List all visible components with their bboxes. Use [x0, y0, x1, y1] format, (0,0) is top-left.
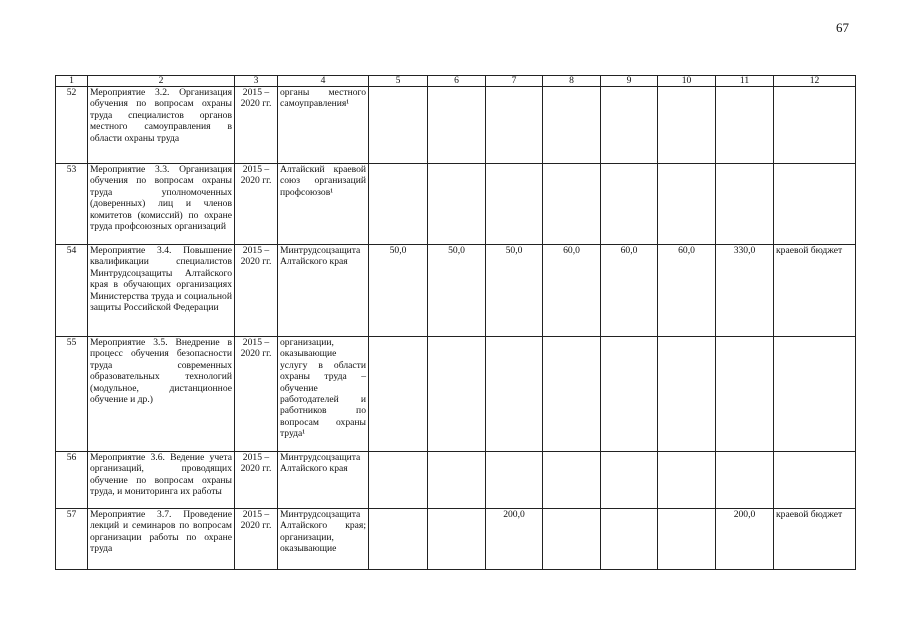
funding-source — [774, 452, 856, 509]
page-number: 67 — [836, 20, 849, 35]
table-row — [56, 245, 856, 337]
value-2016 — [428, 87, 486, 164]
header-cell: 7 — [486, 76, 543, 87]
table-row — [56, 452, 856, 509]
funding-source — [774, 87, 856, 164]
header-cell: 12 — [774, 76, 856, 87]
value-2015 — [369, 337, 428, 452]
value-2015: 50,0 — [369, 245, 428, 337]
executor: Минтрудсоцзащита Алтайского края; организации, оказывающие — [278, 509, 369, 570]
event-name: Мероприятие 3.7. Проведение лекций и семинаров по вопросам организации работы по охране труда — [88, 509, 235, 570]
table-row — [56, 509, 856, 570]
header-cell: 1 — [56, 76, 88, 87]
event-name: Мероприятие 3.5. Внедрение в процесс обучения безопасности труда современных образовательных технологий (модульное, дистанционное обучение и др.) — [88, 337, 235, 452]
value-total — [716, 337, 774, 452]
value-2019 — [601, 337, 658, 452]
header-cell: 6 — [428, 76, 486, 87]
value-2018 — [543, 164, 601, 245]
value-2018 — [543, 452, 601, 509]
value-2017: 200,0 — [486, 509, 543, 570]
program-table — [55, 75, 856, 570]
funding-source — [774, 337, 856, 452]
value-2017: 50,0 — [486, 245, 543, 337]
header-cell: 3 — [235, 76, 278, 87]
period: 2015 – 2020 гг. — [235, 452, 278, 509]
value-2020 — [658, 164, 716, 245]
funding-source: краевой бюджет — [774, 245, 856, 337]
value-2016 — [428, 452, 486, 509]
header-cell: 8 — [543, 76, 601, 87]
value-2019 — [601, 509, 658, 570]
value-2019 — [601, 87, 658, 164]
value-total — [716, 164, 774, 245]
value-2017 — [486, 87, 543, 164]
row-number: 54 — [56, 245, 88, 337]
value-2015 — [369, 509, 428, 570]
header-cell: 9 — [601, 76, 658, 87]
value-2020 — [658, 509, 716, 570]
value-2016: 50,0 — [428, 245, 486, 337]
value-total: 330,0 — [716, 245, 774, 337]
period: 2015 – 2020 гг. — [235, 164, 278, 245]
row-number: 53 — [56, 164, 88, 245]
value-2015 — [369, 164, 428, 245]
executor: Алтайский краевой союз организаций профсоюзов¹ — [278, 164, 369, 245]
header-row — [56, 76, 856, 87]
header-cell: 11 — [716, 76, 774, 87]
value-2020 — [658, 337, 716, 452]
header-cell: 2 — [88, 76, 235, 87]
value-2020 — [658, 87, 716, 164]
table-row — [56, 164, 856, 245]
event-name: Мероприятие 3.3. Организация обучения по вопросам охраны труда уполномоченных (доверенных) лиц и членов комитетов (комиссий) по охране труда профсоюзных организаций — [88, 164, 235, 245]
funding-source — [774, 164, 856, 245]
event-name: Мероприятие 3.6. Ведение учета организаций, проводящих обучение по вопросам охраны труда, и мониторинга их работы — [88, 452, 235, 509]
value-2020 — [658, 452, 716, 509]
value-2019 — [601, 452, 658, 509]
executor: организации, оказывающие услугу в области охраны труда – обучение работодателей и работников по вопросам охраны труда¹ — [278, 337, 369, 452]
executor: Минтрудсоцзащита Алтайского края — [278, 245, 369, 337]
value-2016 — [428, 164, 486, 245]
funding-source: краевой бюджет — [774, 509, 856, 570]
value-2016 — [428, 509, 486, 570]
period: 2015 – 2020 гг. — [235, 245, 278, 337]
value-2020: 60,0 — [658, 245, 716, 337]
executor: Минтрудсоцзащита Алтайского края — [278, 452, 369, 509]
value-2019 — [601, 164, 658, 245]
row-number: 52 — [56, 87, 88, 164]
value-2015 — [369, 87, 428, 164]
value-2017 — [486, 337, 543, 452]
header-cell: 10 — [658, 76, 716, 87]
value-2017 — [486, 164, 543, 245]
value-2018: 60,0 — [543, 245, 601, 337]
value-total — [716, 87, 774, 164]
executor: органы местного самоуправления¹ — [278, 87, 369, 164]
value-2019: 60,0 — [601, 245, 658, 337]
value-2016 — [428, 337, 486, 452]
value-total — [716, 452, 774, 509]
value-2017 — [486, 452, 543, 509]
value-2018 — [543, 337, 601, 452]
row-number: 55 — [56, 337, 88, 452]
value-2015 — [369, 452, 428, 509]
table-row — [56, 337, 856, 452]
event-name: Мероприятие 3.4. Повышение квалификации специалистов Минтрудсоцзащиты Алтайского края в обучающих организациях Министерства труда и социальной защиты Российской Федерации — [88, 245, 235, 337]
row-number: 57 — [56, 509, 88, 570]
table-row — [56, 87, 856, 164]
row-number: 56 — [56, 452, 88, 509]
value-2018 — [543, 87, 601, 164]
period: 2015 – 2020 гг. — [235, 337, 278, 452]
value-total: 200,0 — [716, 509, 774, 570]
event-name: Мероприятие 3.2. Организация обучения по вопросам охраны труда специалистов органов местного самоуправления в области охраны труда — [88, 87, 235, 164]
period: 2015 – 2020 гг. — [235, 87, 278, 164]
period: 2015 – 2020 гг. — [235, 509, 278, 570]
value-2018 — [543, 509, 601, 570]
header-cell: 5 — [369, 76, 428, 87]
header-cell: 4 — [278, 76, 369, 87]
